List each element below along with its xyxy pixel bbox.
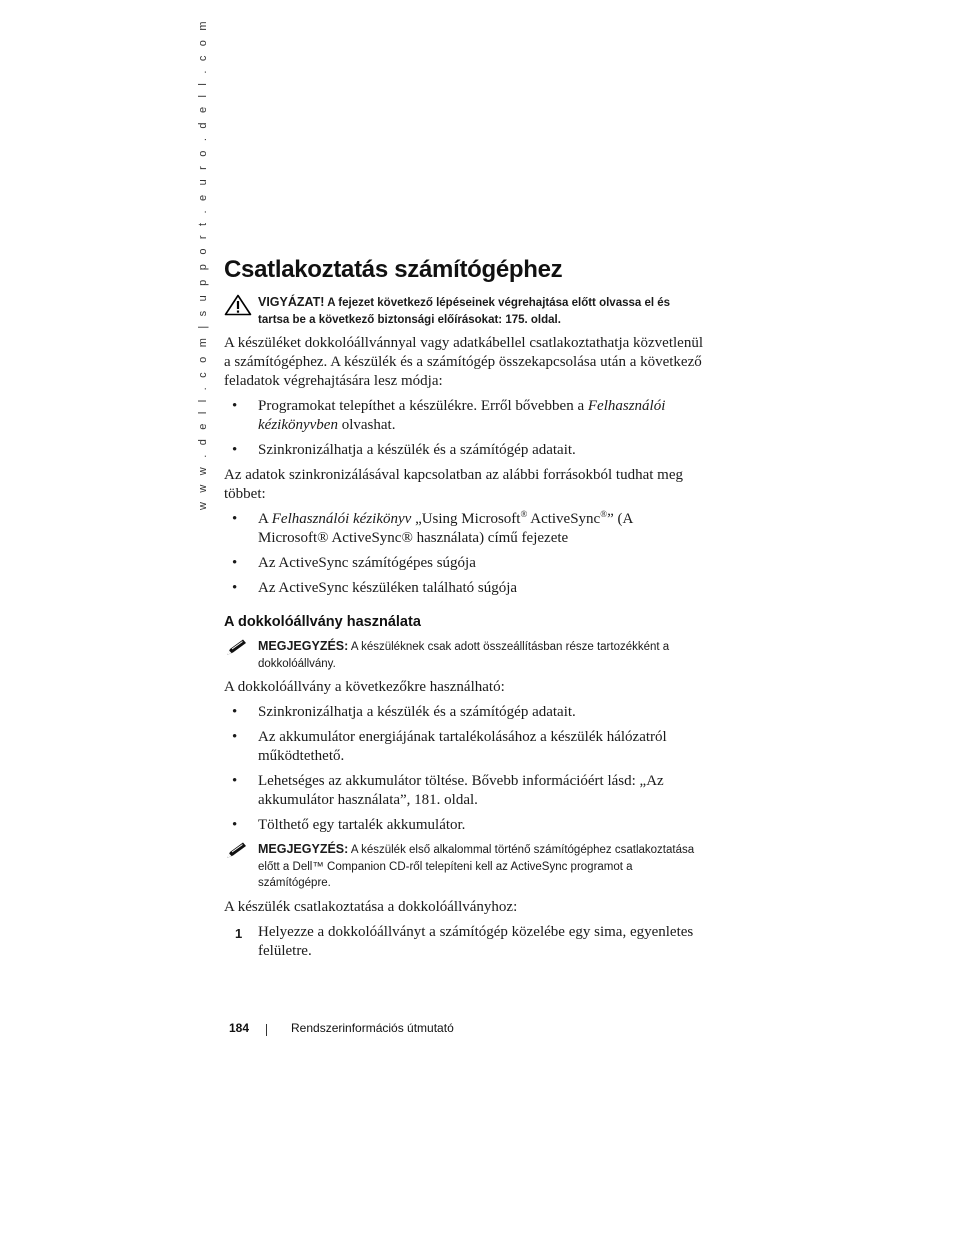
note-notice: [224, 638, 704, 672]
list-item-text: ActiveSync: [527, 511, 601, 527]
registered-mark: ®: [600, 509, 608, 519]
list-item-text: „Using Microsoft: [411, 511, 521, 527]
list-item: [224, 703, 704, 722]
list-item: [224, 554, 704, 573]
manual-reference: Felhasználói kézikönyv: [271, 511, 412, 527]
page-title: Csatlakoztatás számítógéphez: [224, 256, 563, 283]
steps-list: [224, 923, 704, 961]
bullet: •: [232, 773, 238, 789]
intro-paragraph: A készüléket dokkolóállvánnyal vagy adatkábellel csatlakoztathatja közvetlenül a számítógéphez. A készülék és a számítógép összekapcsolása után a következő feladatok végrehajtására lesz módja:: [224, 335, 703, 389]
warning-text: A fejezet következő lépéseinek végrehajtása előtt olvassa el és tartsa be a következő biztonsági előírásokat: 175. oldal.: [258, 297, 671, 326]
list-item-text: Szinkronizálhatja a készülék és a számítógép adatait.: [258, 442, 576, 458]
bullet: •: [232, 580, 238, 596]
page-number: 184: [229, 1021, 250, 1035]
list-item: [224, 510, 704, 548]
bullet: •: [232, 442, 238, 458]
bullet: •: [232, 555, 238, 571]
note-pencil-icon: [224, 638, 248, 663]
list-item-text: Tölthető egy tartalék akkumulátor.: [258, 817, 466, 833]
dock-uses-list: [224, 703, 704, 835]
side-url: w w w . d e l l . c o m | s u p p o r t . e u r o . d e l l . c o m: [197, 18, 209, 510]
footer-divider: [266, 1024, 267, 1036]
bullet: •: [232, 511, 238, 527]
sync-intro-paragraph: Az adatok szinkronizálásával kapcsolatban az alábbi forrásokból tudhat meg többet:: [224, 467, 683, 502]
note-text: A készülék első alkalommal történő számítógéphez csatlakoztatása előtt a Dell™ Companion CD-ről telepíteni kell az ActiveSync programot a számítógépre.: [258, 844, 695, 889]
warning-notice: [224, 294, 704, 328]
list-item-text: Az ActiveSync számítógépes súgója: [258, 555, 476, 571]
list-item: [224, 397, 704, 435]
step-item: [224, 923, 704, 961]
bullet: •: [232, 398, 238, 414]
list-item: [224, 579, 704, 598]
list-item-text: Programokat telepíthet a készülékre. Erről bővebben a: [258, 398, 588, 414]
footer-doc-title: Rendszerinformációs útmutató: [291, 1021, 454, 1035]
note-label: MEGJEGYZÉS:: [258, 842, 349, 856]
list-item: [224, 772, 704, 810]
bullet: •: [232, 704, 238, 720]
list-item: [224, 728, 704, 766]
note-notice: [224, 841, 704, 892]
sources-list: [224, 510, 704, 598]
step-text: Helyezze a dokkolóállványt a számítógép közelébe egy sima, egyenletes felületre.: [258, 923, 694, 959]
list-item-text: olvashat.: [337, 417, 396, 433]
bullet: •: [232, 817, 238, 833]
connect-intro-paragraph: A készülék csatlakoztatása a dokkolóállványhoz:: [224, 898, 518, 915]
list-item: [224, 816, 704, 835]
list-item-text: Az akkumulátor energiájának tartalékolásához a készülék hálózatról működtethető.: [258, 729, 667, 764]
bullet: •: [232, 729, 238, 745]
list-item: [224, 441, 704, 460]
warning-triangle-icon: [224, 294, 252, 321]
list-item-text: ” (A Microsoft® ActiveSync® használata) című fejezete: [258, 511, 633, 546]
task-list: [224, 397, 704, 460]
list-item-text: Az ActiveSync készüléken található súgója: [258, 580, 518, 596]
list-item-text: Szinkronizálhatja a készülék és a számítógép adatait.: [258, 704, 576, 720]
note-label: MEGJEGYZÉS:: [258, 639, 349, 653]
warning-label: VIGYÁZAT!: [258, 295, 325, 309]
manual-reference: Felhasználói kézikönyvben: [258, 398, 666, 433]
dock-intro-paragraph: A dokkolóállvány a következőkre használható:: [224, 679, 505, 695]
note-pencil-icon: [224, 841, 248, 866]
step-number: 1: [235, 925, 243, 941]
page-content: [224, 256, 704, 961]
note-text: A készüléknek csak adott összeállításban része tartozékként a dokkolóállvány.: [258, 641, 670, 670]
list-item-text: Lehetséges az akkumulátor töltése. Bővebb információért lásd: „Az akkumulátor használata”, 181. oldal.: [258, 773, 664, 808]
list-item-text: A: [258, 511, 272, 527]
registered-mark: ®: [520, 509, 528, 519]
section-heading: A dokkolóállvány használata: [224, 614, 421, 630]
